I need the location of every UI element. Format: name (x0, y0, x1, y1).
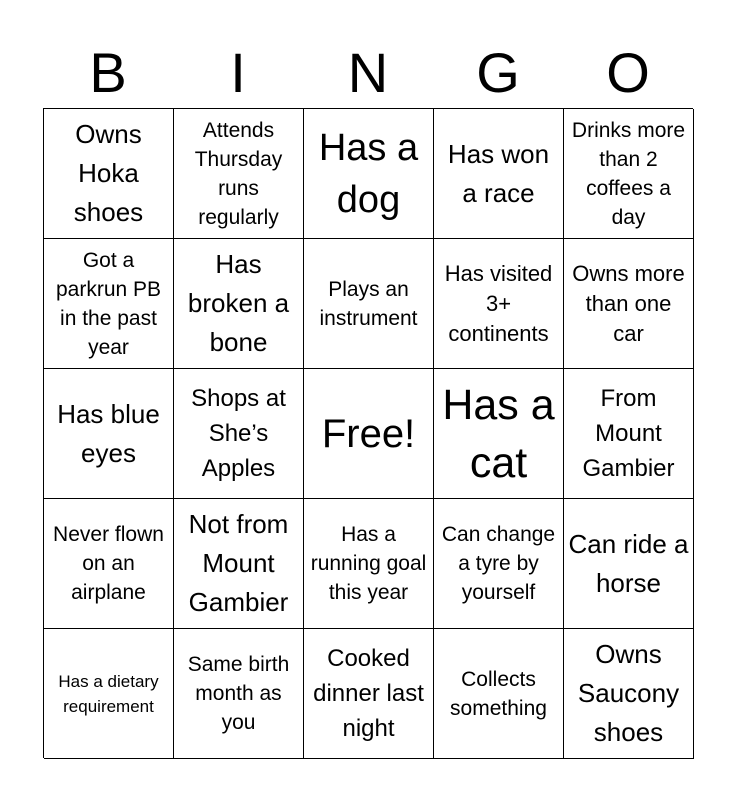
bingo-cell-5-2[interactable] (174, 629, 304, 759)
cell-text: Owns Saucony shoes (577, 639, 680, 747)
bingo-cell-3-5[interactable] (564, 369, 694, 499)
bingo-header (43, 38, 693, 108)
header-letter-n: N (347, 41, 389, 104)
cell-text: Has a dietary requirement (58, 671, 159, 716)
bingo-cell-1-4[interactable] (434, 109, 564, 239)
bingo-cell-2-3[interactable] (304, 239, 434, 369)
cell-text: Owns more than one car (572, 260, 685, 346)
bingo-cell-2-5[interactable] (564, 239, 694, 369)
cell-text: Got a parkrun PB in the past year (55, 248, 162, 359)
free-space-text: Free! (321, 411, 416, 456)
cell-text: Drinks more than 2 coffees a day (571, 118, 686, 229)
bingo-cell-4-3[interactable] (304, 499, 434, 629)
header-letter-i: I (230, 41, 246, 104)
cell-text: Has a dog (318, 126, 419, 221)
header-letter-b: B (89, 41, 127, 104)
cell-text: From Mount Gambier (582, 385, 675, 482)
cell-text: Can ride a horse (568, 528, 689, 598)
cell-text: Same birth month as you (187, 653, 290, 734)
cell-text: Collects something (450, 667, 547, 720)
bingo-cell-1-3[interactable] (304, 109, 434, 239)
bingo-cell-4-4[interactable] (434, 499, 564, 629)
cell-text: Not from Mount Gambier (188, 509, 289, 617)
bingo-cell-3-1[interactable] (44, 369, 174, 499)
cell-text: Never flown on an airplane (53, 523, 164, 604)
cell-text: Has visited 3+ continents (444, 260, 553, 346)
bingo-cell-5-1[interactable] (44, 629, 174, 759)
bingo-card-grid (43, 108, 693, 758)
bingo-cell-5-5[interactable] (564, 629, 694, 759)
header-letter-g: G (476, 41, 520, 104)
cell-text: Owns Hoka shoes (73, 119, 144, 227)
bingo-cell-free-space[interactable] (304, 369, 434, 499)
cell-text: Has blue eyes (57, 398, 160, 468)
cell-text: Can change a tyre by yourself (441, 523, 556, 604)
bingo-cell-1-2[interactable] (174, 109, 304, 239)
bingo-cell-1-5[interactable] (564, 109, 694, 239)
cell-text: Shops at She’s Apples (191, 385, 286, 482)
bingo-cell-1-1[interactable] (44, 109, 174, 239)
cell-text: Plays an instrument (319, 277, 418, 330)
bingo-cell-2-1[interactable] (44, 239, 174, 369)
bingo-cell-4-1[interactable] (44, 499, 174, 629)
bingo-cell-3-4[interactable] (434, 369, 564, 499)
bingo-cell-5-4[interactable] (434, 629, 564, 759)
cell-text: Cooked dinner last night (313, 645, 424, 742)
header-letter-o: O (606, 41, 650, 104)
bingo-cell-5-3[interactable] (304, 629, 434, 759)
bingo-cell-2-4[interactable] (434, 239, 564, 369)
bingo-cell-2-2[interactable] (174, 239, 304, 369)
cell-text: Has a running goal this year (310, 523, 427, 604)
bingo-cell-3-2[interactable] (174, 369, 304, 499)
cell-text: Has won a race (447, 138, 550, 208)
bingo-cell-4-5[interactable] (564, 499, 694, 629)
cell-text: Has a cat (442, 380, 555, 487)
bingo-cell-4-2[interactable] (174, 499, 304, 629)
cell-text: Attends Thursday runs regularly (194, 118, 283, 229)
cell-text: Has broken a bone (187, 249, 290, 357)
